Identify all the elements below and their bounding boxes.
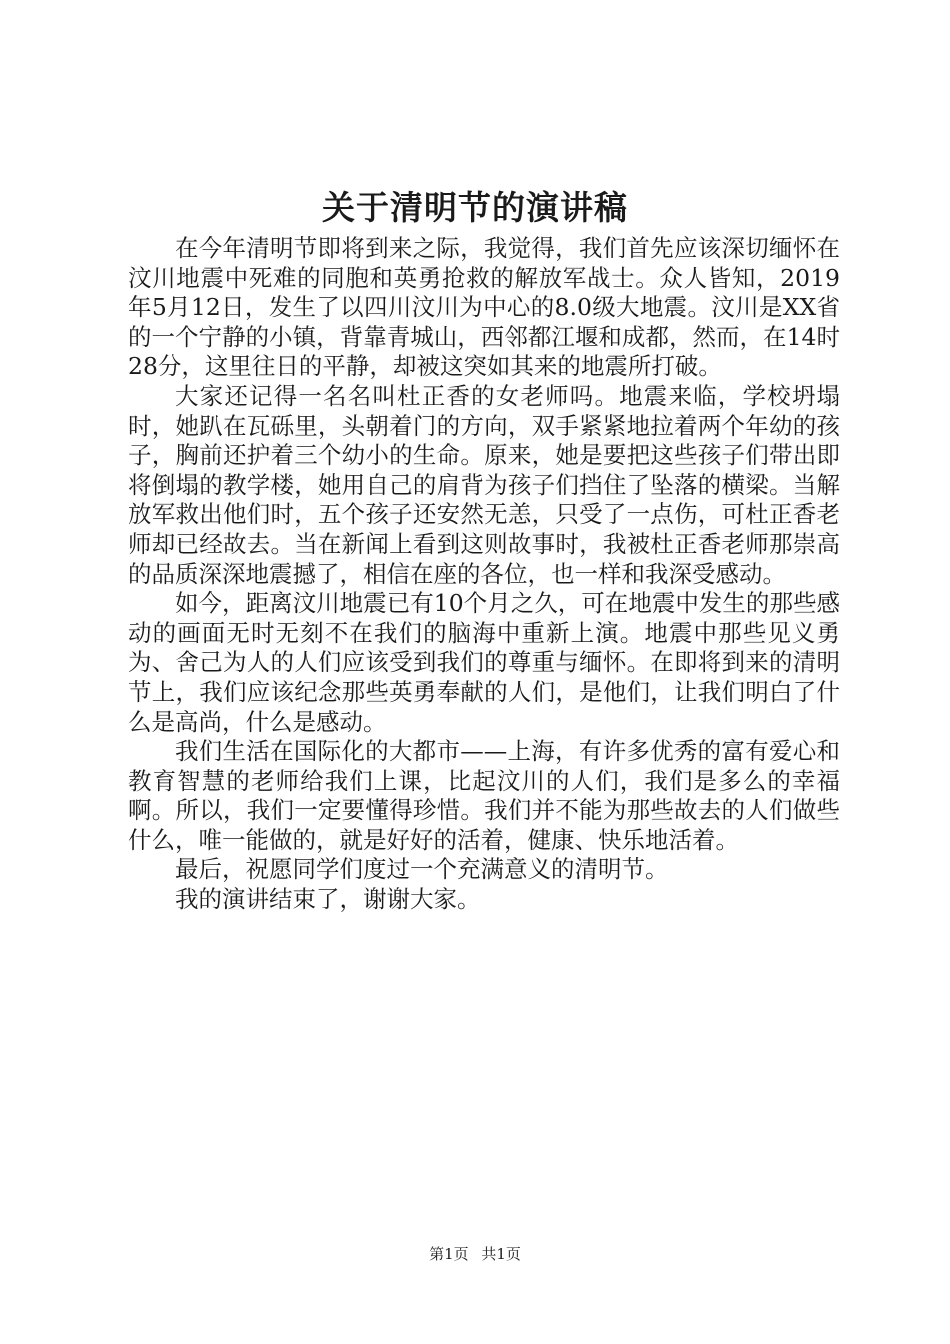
- page-title: 关于清明节的演讲稿: [322, 188, 628, 227]
- paragraph-3: 如今，距离汶川地震已有10个月之久，可在地震中发生的那些感动的画面无时无刻不在我们的脑海中重新上演。地震中那些见义勇为、舍己为人的人们应该受到我们的尊重与缅怀。在即将到来的清明节上，我们应该纪念那些英勇奉献的人们，是他们，让我们明白了什么是高尚，什么是感动。: [128, 589, 840, 736]
- paragraph-2: 大家还记得一名名叫杜正香的女老师吗。地震来临，学校坍塌时，她趴在瓦砾里，头朝着门的方向，双手紧紧地拉着两个年幼的孩子，胸前还护着三个幼小的生命。原来，她是要把这些孩子们带出即将倒塌的教学楼，她用自己的肩背为孩子们挡住了坠落的横梁。当解放军救出他们时，五个孩子还安然无恙，只受了一点伤，可杜正香老师却已经故去。当在新闻上看到这则故事时，我被杜正香老师那崇高的品质深深地震撼了，相信在座的各位，也一样和我深受感动。: [128, 381, 840, 588]
- page-total: 共1页: [481, 1245, 521, 1263]
- paragraph-1: 在今年清明节即将到来之际，我觉得，我们首先应该深切缅怀在汶川地震中死难的同胞和英勇抢救的解放军战士。众人皆知，2019年5月12日，发生了以四川汶川为中心的8.0级大地震。汶川是XX省的一个宁静的小镇，背靠青城山，西邻都江堰和成都，然而，在14时28分，这里往日的平静，却被这突如其来的地震所打破。: [128, 234, 840, 381]
- paragraph-4: 我们生活在国际化的大都市——上海，有许多优秀的富有爱心和教育智慧的老师给我们上课，比起汶川的人们，我们是多么的幸福啊。所以，我们一定要懂得珍惜。我们并不能为那些故去的人们做些什么，唯一能做的，就是好好的活着，健康、快乐地活着。: [128, 737, 840, 854]
- page-number: 第1页: [429, 1245, 469, 1263]
- paragraph-5: 最后，祝愿同学们度过一个充满意义的清明节。: [175, 855, 669, 884]
- document-body: [128, 234, 840, 915]
- page-footer: [0, 1244, 950, 1264]
- paragraph-6: 我的演讲结束了，谢谢大家。: [175, 885, 481, 914]
